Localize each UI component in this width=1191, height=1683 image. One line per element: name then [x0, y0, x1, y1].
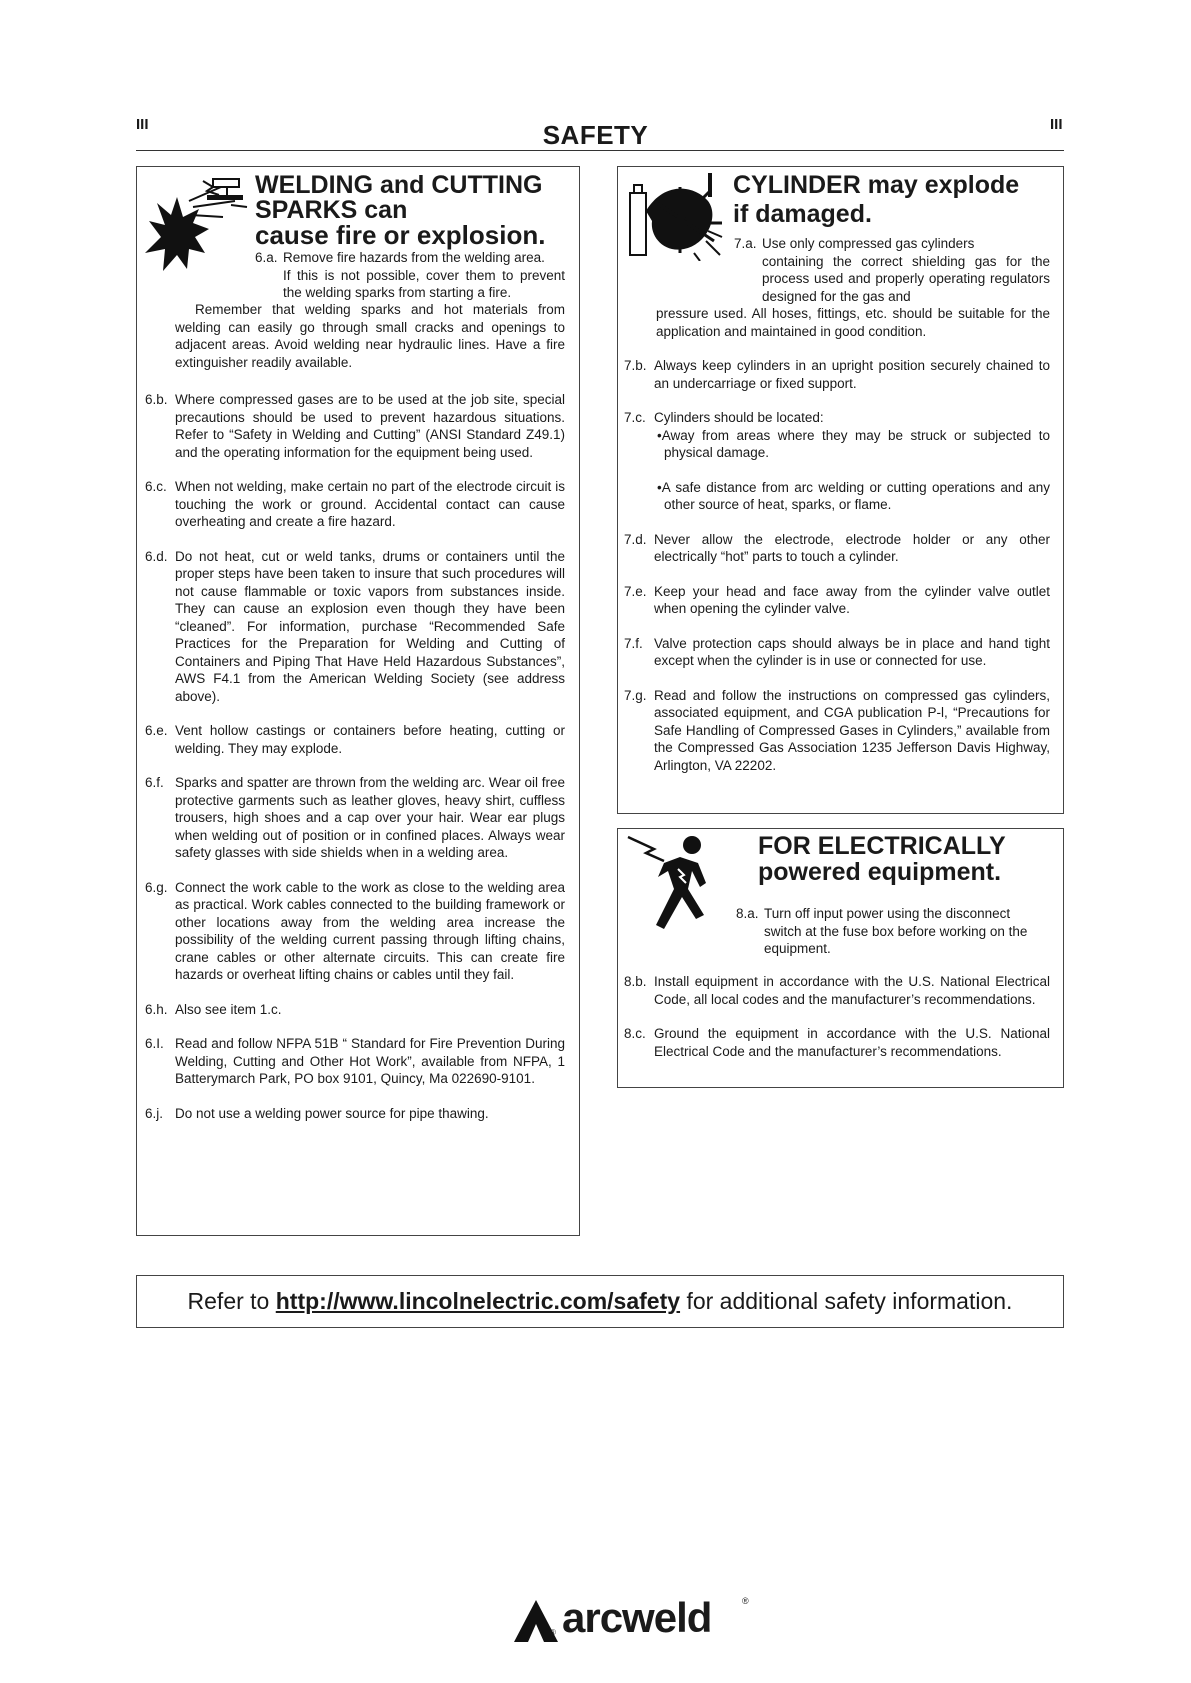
- item-text: Connect the work cable to the work as close to the welding area as practical. Work cables connected to the building framework or other locations away from the welding area increase the possibility of the welding current passing through lifting chains, crane cables or other alternate circuits. This can create fire hazards or overheat lifting chains or cables until they fail.: [175, 879, 565, 982]
- list-item: [145, 879, 565, 984]
- item-text: Ground the equipment in accordance with the U.S. National Electrical Code and the manufacturer’s recommendations.: [654, 1026, 1050, 1059]
- logo-registered-mark: ®: [742, 1596, 749, 1606]
- cylinder-explosion-icon: [624, 171, 728, 261]
- cylinder-section: [617, 166, 1064, 814]
- list-item: [145, 548, 565, 706]
- welding-heading: [255, 173, 575, 248]
- welding-heading-line-2: SPARKS can: [255, 196, 408, 224]
- item-label: 6.c.: [145, 479, 167, 494]
- item-text-first-line: Remove fire hazards from the welding area.: [283, 250, 545, 265]
- item-label: 7.a.: [734, 236, 757, 251]
- additional-info-banner: [136, 1275, 1064, 1328]
- cylinder-heading-line-2: if damaged.: [733, 200, 872, 228]
- electric-shock-icon: [624, 833, 728, 933]
- list-item: [145, 1035, 565, 1088]
- item-text: Never allow the electrode, electrode holder or any other electrically “hot” parts to touch a cylinder.: [654, 531, 1050, 564]
- item-text-indented: switch at the fuse box before working on the equipment.: [764, 923, 1028, 956]
- list-item: [624, 583, 1050, 618]
- item-text: Keep your head and face away from the cylinder valve outlet when opening the cylinder valve.: [654, 583, 1050, 616]
- cylinder-heading-line-1: CYLINDER may explode: [733, 171, 1020, 199]
- list-item: [145, 1001, 565, 1019]
- item-8a-lead: [736, 905, 1036, 958]
- logo-text: arcweld: [562, 1594, 712, 1641]
- item-label: 6.I.: [145, 1036, 164, 1051]
- list-item: [624, 973, 1050, 1008]
- arcweld-triangle-icon: [514, 1600, 560, 1644]
- cylinder-heading: [733, 171, 1053, 229]
- item-label: 7.c.: [624, 410, 646, 425]
- item-text-first-line: Turn off input power using the disconnect: [764, 906, 1011, 921]
- item-label: 7.g.: [624, 687, 647, 703]
- list-item: [624, 409, 1050, 514]
- electrical-heading-line-2: powered equipment.: [758, 858, 1002, 886]
- item-label: 6.h.: [145, 1001, 168, 1017]
- item-label: 6.d.: [145, 548, 168, 564]
- electrical-section: [617, 828, 1064, 1088]
- page-number-left: III: [136, 116, 149, 133]
- logo-reg-small: ®: [550, 1628, 556, 1637]
- electrical-heading: [758, 833, 1058, 885]
- list-item: [624, 531, 1050, 566]
- list-item: [624, 687, 1050, 775]
- item-text: Vent hollow castings or containers before heating, cutting or welding. They may explode.: [175, 723, 565, 756]
- item-text: Cylinders should be located:: [654, 410, 824, 425]
- item-text: When not welding, make certain no part of the electrode circuit is touching the work or ground. Accidental contact can cause overheating and create a fire hazard.: [175, 479, 565, 529]
- item-7a-lead: [734, 235, 1050, 305]
- item-text: Do not heat, cut or weld tanks, drums or containers until the proper steps have been taken to insure that such procedures will not cause flammable or toxic vapors from substances inside. They can cause an explosion even though they have been “cleaned”. For information, purchase “Recommended Safe Practices for the Preparation for Welding and Cutting of Containers and Piping That Have Held Hazardous Substances”, AWS F4.1 from the American Welding Society (see address above).: [175, 548, 565, 704]
- item-label: 6.g.: [145, 879, 168, 895]
- cylinder-item-list: [624, 357, 1050, 791]
- item-7a-rest: pressure used. All hoses, fittings, etc. should be suitable for the application and maintained in good condition.: [656, 306, 1050, 339]
- item-label: 6.j.: [145, 1105, 164, 1121]
- list-item: [145, 391, 565, 461]
- item-text: Install equipment in accordance with the U.S. National Electrical Code, all local codes and the manufacturer’s recommendations.: [654, 974, 1050, 1007]
- list-item: [624, 635, 1050, 670]
- safety-info-link[interactable]: http://www.lincolnelectric.com/safety: [275, 1288, 681, 1314]
- title-divider: [136, 150, 1064, 151]
- item-label: 8.a.: [736, 906, 759, 921]
- item-label: 6.e.: [145, 723, 168, 738]
- item-label: 7.b.: [624, 358, 647, 373]
- item-6a-lead: [255, 249, 565, 302]
- item-label: 7.f.: [624, 635, 643, 651]
- welding-sparks-section: [136, 166, 580, 1236]
- sub-item-text: •A safe distance from arc welding or cutting operations and any other source of heat, sparks, or flame.: [657, 479, 1050, 512]
- item-label: 6.b.: [145, 392, 168, 407]
- electrical-item-list: [624, 973, 1050, 1077]
- welding-item-list: [145, 391, 565, 1139]
- refer-prefix: Refer to: [187, 1288, 270, 1314]
- item-label: 8.c.: [624, 1026, 646, 1041]
- list-item: [624, 1025, 1050, 1060]
- refer-text: [137, 1288, 1063, 1315]
- list-item: [624, 357, 1050, 392]
- item-text: Also see item 1.c.: [175, 1001, 282, 1017]
- item-label: 7.e.: [624, 583, 647, 599]
- explosion-spark-icon: [143, 173, 248, 273]
- electrical-heading-line-1: FOR ELECTRICALLY: [758, 832, 1006, 860]
- list-item: [145, 722, 565, 757]
- welding-heading-line-3: cause fire or explosion.: [255, 220, 546, 250]
- item-label: 6.a.: [255, 250, 278, 265]
- item-text: Read and follow the instructions on compressed gas cylinders, associated equipment, and CGA publication P-l, “Precautions for Safe Handling of Compressed Gases in Cylinders,” available from the Compressed Gas Association 1235 Jefferson Davis Highway, Arlington, VA 22202.: [654, 687, 1050, 773]
- item-text: Where compressed gases are to be used at the job site, special precautions should be used to prevent hazardous situations. Refer to “Safety in Welding and Cutting” (ANSI Standard Z49.1) and the operating information for the equipment being used.: [175, 392, 565, 460]
- item-text: Read and follow NFPA 51B “ Standard for Fire Prevention During Welding, Cutting and Other Hot Work”, available from NFPA, 1 Batterymarch Park, PO box 9101, Quincy, Ma 022690-9101.: [175, 1036, 565, 1086]
- item-text-indented: If this is not possible, cover them to prevent the welding sparks from starting a fire.: [283, 267, 565, 300]
- item-text: Sparks and spatter are thrown from the welding arc. Wear oil free protective garments such as leather gloves, heavy shirt, cuffless trousers, high shoes and a cap over your hair. Wear ear plugs when welding out of position or in confined places. Always wear safety glasses with side shields when in a welding area.: [175, 775, 565, 860]
- item-label: 8.b.: [624, 974, 647, 989]
- sub-item-text: •Away from areas where they may be struck or subjected to physical damage.: [657, 427, 1050, 460]
- page-number-right: III: [1050, 116, 1063, 133]
- list-item: [145, 478, 565, 531]
- refer-suffix: for additional safety information.: [686, 1288, 1013, 1314]
- item-text: Valve protection caps should always be in place and hand tight except when the cylinder is in use or connected for use.: [654, 635, 1050, 668]
- item-text-first-line: Use only compressed gas cylinders: [762, 236, 975, 251]
- item-text: Always keep cylinders in an upright position securely chained to an undercarriage or fixed support.: [654, 358, 1050, 391]
- list-item: [145, 774, 565, 862]
- item-label: 6.f.: [145, 775, 164, 790]
- welding-heading-line-1: WELDING and CUTTING: [255, 171, 543, 199]
- arcweld-logo: [514, 1596, 754, 1644]
- item-text-indented: containing the correct shielding gas for the process used and properly operating regulators designed for the gas and: [762, 253, 1050, 304]
- item-text: Do not use a welding power source for pipe thawing.: [175, 1105, 489, 1121]
- list-item: [145, 1105, 565, 1123]
- item-6a-rest: Remember that welding sparks and hot materials from welding can easily go through small cracks and openings to adjacent areas. Avoid welding near hydraulic lines. Have a fire extinguisher readily available.: [175, 302, 565, 370]
- item-label: 7.d.: [624, 531, 647, 547]
- page-title: SAFETY: [542, 120, 649, 150]
